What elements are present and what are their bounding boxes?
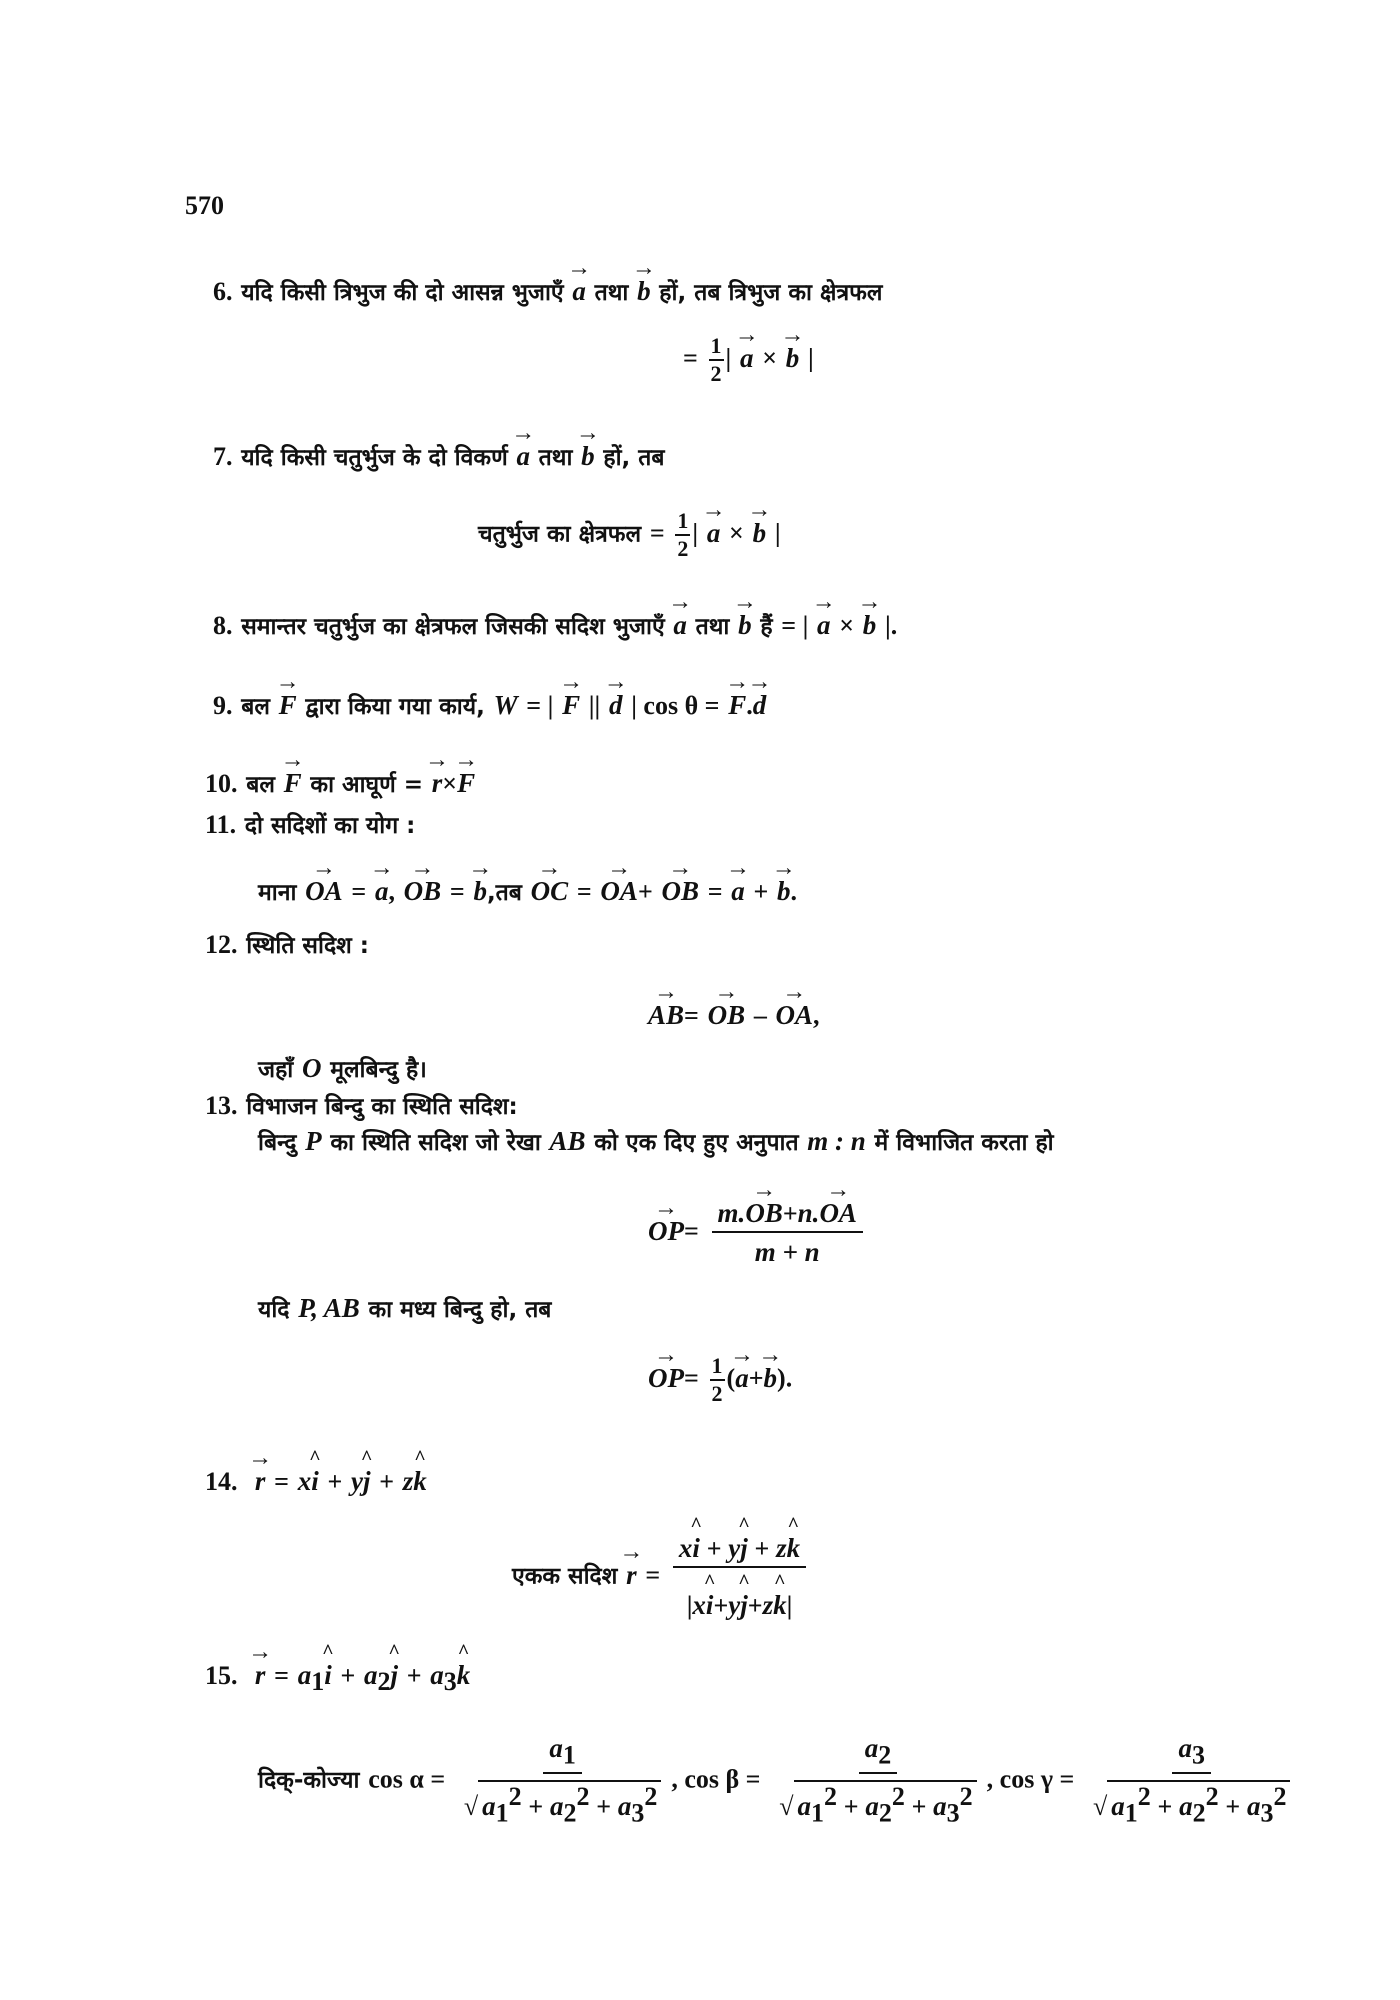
- item-7-formula: चतुर्भुज का क्षेत्रफल = $\frac{1}{2}$ | → a × → b |: [478, 510, 781, 560]
- item-12-note: जहाँ O मूलबिन्दु है।: [258, 1053, 427, 1083]
- cos-alpha-fraction: $\frac{a_1}{√ a_1^2 + a_2^2 + a_3^2}$: [458, 1735, 667, 1827]
- item-number: 11.: [205, 810, 237, 839]
- item-11: 11. दो सदिशों का योग :: [205, 810, 416, 839]
- item-12-formula: → AB= → OB – → OA,: [648, 1002, 820, 1029]
- item-number: 7.: [213, 442, 233, 471]
- item-14: 14. → r = x^ i + y^ j + z^ k: [205, 1468, 427, 1495]
- item-11-formula: माना → OA = → a, → OB = → b,तब → OC = → OA+ → OB = → a + → b.: [258, 878, 797, 905]
- item-8: 8. समान्तर चतुर्भुज का क्षेत्रफल जिसकी सदिश भुजाएँ → a तथा → b हैं = | → a × → b |.: [213, 612, 897, 639]
- vector-b: → b: [637, 278, 651, 305]
- item-13-midpoint-text: यदि P, AB का मध्य बिन्दु हो, तब: [258, 1293, 552, 1323]
- item-13-formula: → OP= $\frac{m.\to OB+n.\to OA}{m + n}$: [648, 1200, 867, 1266]
- item-15-direction-cosines: दिक्-कोज्या cos α = $\frac{a_1}{√ a_1^2 + a_2^2 + a_3^2}$ , cos β = $\frac{a_2}{√ a_1^2 + a_2^2 + a_3^2}$ , cos γ = $\frac{a_3}{√ a_1^2 + a_2^2 + a_3^2}$: [258, 1735, 1300, 1827]
- cos-gamma-fraction: $\frac{a_3}{√ a_1^2 + a_2^2 + a_3^2}$: [1087, 1735, 1296, 1827]
- item-7: 7. यदि किसी चतुर्भुज के दो विकर्ण → a तथा → b हों, तब: [213, 443, 665, 470]
- item-number: 6.: [213, 277, 233, 306]
- item-number: 14.: [205, 1467, 238, 1496]
- item-15: 15. → $r = a_1\^{}$ $i + a_2\^{}$ $j + a_3\^{}$ k: [205, 1662, 470, 1695]
- item-number: 9.: [213, 691, 233, 720]
- item-number: 10.: [205, 769, 238, 798]
- cos-beta-fraction: $\frac{a_2}{√ a_1^2 + a_2^2 + a_3^2}$: [773, 1735, 982, 1827]
- item-12: 12. स्थिति सदिश :: [205, 930, 369, 959]
- item-14-unit-vector: एकक सदिश → r = $\frac{x\^{} i + y\^{} j + z\^{} k}{|x\^{} i+y\^{} j+z\^{} k|}$: [512, 1535, 810, 1619]
- section-formula-fraction: $\frac{m.\to OB+n.\to OA}{m + n}$: [712, 1200, 863, 1266]
- item-number: 15.: [205, 1661, 238, 1690]
- item-6: 6. यदि किसी त्रिभुज की दो आसन्न भुजाएँ → a तथा → b हों, तब त्रिभुज का क्षेत्रफल: [213, 278, 883, 305]
- item-10: 10. बल → F का आघूर्ण = → r×→ F: [205, 770, 475, 797]
- item-number: 8.: [213, 611, 233, 640]
- item-6-formula: = $\frac{1}{2}$ | → a × → b |: [683, 335, 814, 385]
- unit-vector-fraction: $\frac{x\^{} i + y\^{} j + z\^{} k}{|x\^{} i+y\^{} j+z\^{} k|}$: [673, 1535, 806, 1619]
- page-number: 570: [185, 191, 224, 220]
- fraction-half: $\frac{1}{2}$: [710, 333, 722, 386]
- item-number: 13.: [205, 1091, 238, 1120]
- item-number: 12.: [205, 930, 238, 959]
- item-9: 9. बल → F द्वारा किया गया कार्य, W = | → F || → d | cos θ = → F.→ d: [213, 692, 766, 719]
- vector-a: → a: [572, 278, 586, 305]
- item-13: 13. विभाजन बिन्दु का स्थिति सदिश:: [205, 1091, 518, 1120]
- item-13-description: बिन्दु P का स्थिति सदिश जो रेखा AB को एक दिए हुए अनुपात m : n में विभाजित करता हो: [258, 1126, 1054, 1156]
- item-13-midpoint-formula: → OP= $\frac{1}{2}$ (→ a+→ b).: [648, 1355, 792, 1405]
